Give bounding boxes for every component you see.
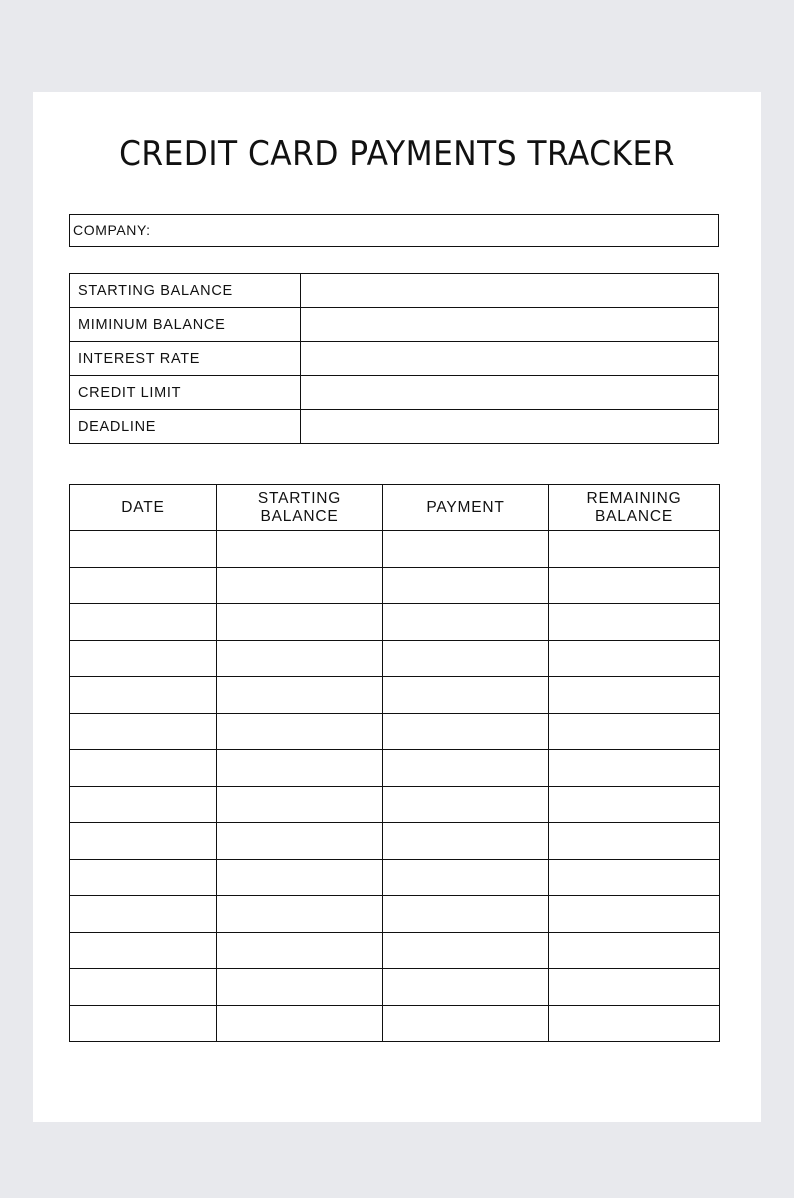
column-header-text: PAYMENT — [426, 498, 505, 516]
table-row — [70, 640, 720, 677]
card-info-table — [69, 273, 719, 444]
table-cell[interactable] — [70, 567, 217, 604]
table-cell[interactable] — [383, 969, 549, 1006]
table-row — [70, 713, 720, 750]
table-cell[interactable] — [70, 750, 217, 787]
table-cell[interactable] — [217, 567, 383, 604]
company-label: COMPANY: — [73, 222, 151, 238]
table-cell[interactable] — [383, 896, 549, 933]
table-row — [70, 969, 720, 1006]
table-cell[interactable] — [549, 531, 720, 568]
info-label: DEADLINE — [70, 410, 301, 444]
table-cell[interactable] — [383, 786, 549, 823]
table-cell[interactable] — [217, 531, 383, 568]
table-cell[interactable] — [217, 604, 383, 641]
info-label: MIMINUM BALANCE — [70, 308, 301, 342]
table-cell[interactable] — [70, 896, 217, 933]
table-cell[interactable] — [383, 567, 549, 604]
column-header — [217, 485, 383, 531]
table-cell[interactable] — [549, 567, 720, 604]
table-row — [70, 823, 720, 860]
table-cell[interactable] — [217, 640, 383, 677]
column-header — [383, 485, 549, 531]
info-label: STARTING BALANCE — [70, 274, 301, 308]
table-row — [70, 531, 720, 568]
table-cell[interactable] — [549, 713, 720, 750]
column-header — [549, 485, 720, 531]
table-cell[interactable] — [383, 750, 549, 787]
info-value-cell[interactable] — [301, 308, 719, 342]
table-row — [70, 932, 720, 969]
table-row — [70, 567, 720, 604]
table-cell[interactable] — [549, 677, 720, 714]
table-cell[interactable] — [549, 823, 720, 860]
table-cell[interactable] — [70, 859, 217, 896]
company-field[interactable] — [69, 214, 719, 247]
page-title: CREDIT CARD PAYMENTS TRACKER — [119, 134, 675, 174]
column-header-text: REMAINING — [586, 489, 682, 507]
table-cell[interactable] — [549, 932, 720, 969]
info-row — [70, 274, 719, 308]
payments-header-row — [70, 485, 720, 531]
table-cell[interactable] — [70, 531, 217, 568]
table-cell[interactable] — [383, 859, 549, 896]
table-cell[interactable] — [217, 750, 383, 787]
table-cell[interactable] — [549, 969, 720, 1006]
table-cell[interactable] — [383, 531, 549, 568]
table-cell[interactable] — [217, 896, 383, 933]
table-cell[interactable] — [217, 859, 383, 896]
payments-table — [69, 484, 720, 1042]
table-cell[interactable] — [549, 604, 720, 641]
table-cell[interactable] — [217, 677, 383, 714]
table-cell[interactable] — [383, 640, 549, 677]
column-header — [70, 485, 217, 531]
table-cell[interactable] — [217, 1005, 383, 1042]
table-cell[interactable] — [217, 786, 383, 823]
info-label: INTEREST RATE — [70, 342, 301, 376]
table-cell[interactable] — [70, 604, 217, 641]
table-cell[interactable] — [70, 1005, 217, 1042]
table-cell[interactable] — [217, 823, 383, 860]
table-cell[interactable] — [549, 640, 720, 677]
table-row — [70, 896, 720, 933]
info-row — [70, 410, 719, 444]
table-cell[interactable] — [70, 932, 217, 969]
table-cell[interactable] — [383, 1005, 549, 1042]
info-label: CREDIT LIMIT — [70, 376, 301, 410]
info-value-cell[interactable] — [301, 376, 719, 410]
table-row — [70, 786, 720, 823]
table-cell[interactable] — [383, 713, 549, 750]
info-row — [70, 308, 719, 342]
table-row — [70, 750, 720, 787]
column-header-text: BALANCE — [260, 507, 339, 525]
table-row — [70, 1005, 720, 1042]
table-cell[interactable] — [549, 786, 720, 823]
info-value-cell[interactable] — [301, 342, 719, 376]
printable-sheet — [33, 92, 761, 1122]
table-cell[interactable] — [549, 1005, 720, 1042]
table-cell[interactable] — [549, 896, 720, 933]
table-cell[interactable] — [70, 677, 217, 714]
table-cell[interactable] — [549, 750, 720, 787]
column-header-text: BALANCE — [595, 507, 673, 525]
table-row — [70, 677, 720, 714]
table-cell[interactable] — [217, 713, 383, 750]
table-row — [70, 604, 720, 641]
column-header-text: STARTING — [257, 489, 342, 507]
info-value-cell[interactable] — [301, 274, 719, 308]
table-row — [70, 859, 720, 896]
info-row — [70, 342, 719, 376]
info-value-cell[interactable] — [301, 410, 719, 444]
info-row — [70, 376, 719, 410]
table-cell[interactable] — [383, 677, 549, 714]
table-cell[interactable] — [70, 969, 217, 1006]
table-cell[interactable] — [383, 823, 549, 860]
table-cell[interactable] — [70, 823, 217, 860]
table-cell[interactable] — [70, 786, 217, 823]
table-cell[interactable] — [383, 932, 549, 969]
table-cell[interactable] — [217, 932, 383, 969]
column-header-text: DATE — [121, 498, 165, 516]
table-cell[interactable] — [549, 859, 720, 896]
table-cell[interactable] — [70, 713, 217, 750]
table-cell[interactable] — [383, 604, 549, 641]
table-cell[interactable] — [70, 640, 217, 677]
table-cell[interactable] — [217, 969, 383, 1006]
